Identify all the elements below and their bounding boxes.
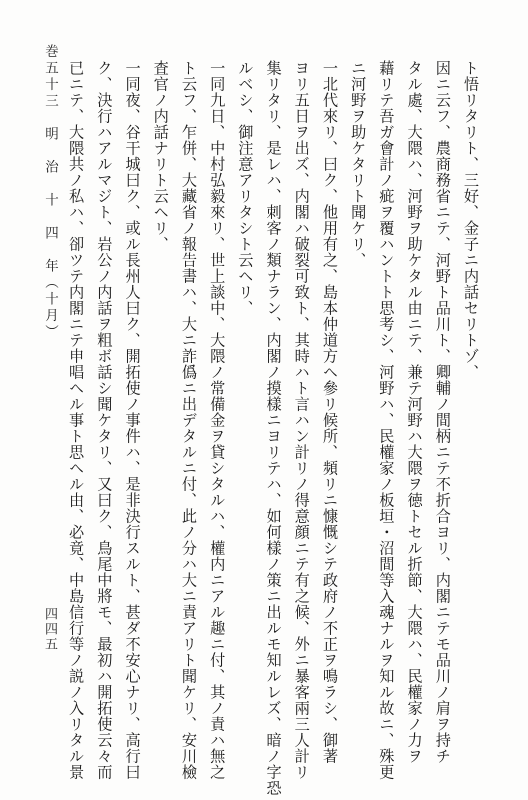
text-line: 一同夜、谷干城曰ク、或ル長州人曰ク、開拓使ノ事件ハ、是非決行スルト、甚ダ不安心ナリ、高行曰	[123, 60, 142, 780]
running-head: 巻五十三 明 治 十 四 年（十月）	[42, 44, 58, 341]
text-line: ク、決行ハアルマジト、岩公ノ内話ヲ粗ボ話シ聞ケタリ、又曰ク、鳥尾中將モ、最初ハ開拓使云々而	[95, 60, 114, 780]
text-line: 藉リテ吾ガ會計ノ疵ヲ覆ハントト思考シ、河野ハ、民權家ノ板垣・沼間等入魂ナルヲ知ル故ニ、殊更	[377, 60, 396, 780]
text-line: 集リタリ、是レハ、刺客ノ類ナラン、内閣ノ摸樣ニヨリテハ、如何樣ノ策ニ出ルモ知ルレズ、暗ノ字恐	[264, 60, 283, 796]
text-line: 査官ノ内話ナリト云ヘリ、	[151, 60, 170, 252]
text-line: 已ニテ、大隈共ノ私ハ、卻ツテ内閣ニテ申唱ヘル事ト思ヘル由、必竟、中島信行等ノ説ノ入リタル景	[67, 60, 86, 780]
text-line: 一同九日、中村弘毅來リ、世上談中、大隈ノ常備金ヲ貸シタルハ、權内ニアル趣ニ付、其ノ責ハ無之	[208, 60, 227, 780]
text-line: タル處、大隈ハ、河野ヲ助ケタル由ニテ、兼テ河野ハ大隈ヲ徳トセル折節、大隈ハ、民權家ノ力ヲ	[405, 60, 424, 764]
text-line: ト悟リタリト、三好、金子ニ内話セリトゾ、	[462, 60, 480, 380]
text-line: ヨリ五日ヲ出ズ、内閣ハ破裂可致ト、其時ハト言ハン計リノ得意顔ニテ有之候、外ニ暴客兩三人計リ	[292, 60, 311, 780]
text-line: 一北代來リ、曰ク、他用有之、島本仲道方ヘ參リ候所、頻リニ慷慨シテ政府ノ不正ヲ鳴ラシ、御著	[320, 60, 339, 764]
text-line: ト云フ、乍併、大藏省ノ報告書ハ、大ニ詐僞ニ出デタルニ付、此ノ分ハ大ニ責アリト聞ケリ、安川檢	[179, 60, 198, 780]
text-line: ルベシ、御注意アリタシト云ヘリ、	[236, 60, 255, 316]
text-line: ニ河野ヲ助ケタリト聞ケリ、	[349, 60, 368, 268]
text-line: 因ニ云フ、農商務省ニテ、河野ト品川ト、卿輔ノ間柄ニテ不折合ヨリ、内閣ニテモ品川ノ肩ヲ持チ	[433, 60, 452, 764]
page-number: 四四五	[42, 607, 57, 652]
body-text	[67, 60, 485, 796]
